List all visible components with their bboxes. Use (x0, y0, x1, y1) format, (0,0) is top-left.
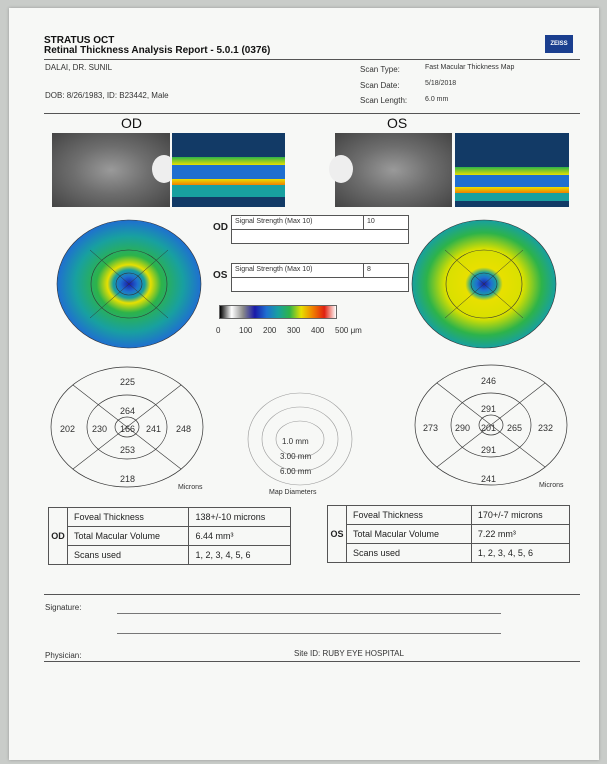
report-page (9, 8, 599, 760)
od-signal-value: 10 (367, 218, 375, 225)
od-fundus-image (52, 133, 170, 207)
od-inner-nasal: 241 (146, 424, 162, 434)
os-inner-temporal: 290 (455, 423, 471, 433)
diameter-6mm: 6.00 mm (280, 467, 312, 476)
od-outer-inferior: 218 (120, 474, 136, 484)
diameter-1mm: 1.0 mm (282, 437, 309, 446)
od-signal-label: Signal Strength (Max 10) (235, 218, 313, 225)
os-results-table (327, 505, 570, 563)
od-volume-label: Total Macular Volume (68, 527, 189, 546)
table-row (49, 527, 291, 546)
os-volume-value: 7.22 mm³ (471, 525, 569, 544)
od-foveal-value: 138+/-10 microns (189, 508, 291, 527)
os-fundus-image (335, 133, 452, 207)
od-thickness-map (54, 218, 204, 350)
os-microns-label: Microns (539, 482, 564, 489)
os-foveal-label: Foveal Thickness (347, 506, 472, 525)
diameter-3mm: 3.00 mm (280, 452, 312, 461)
os-scans-value: 1, 2, 3, 4, 5, 6 (471, 544, 569, 563)
os-inner-superior: 291 (481, 404, 497, 414)
od-scans-label: Scans used (68, 546, 189, 565)
table-row (328, 506, 570, 525)
os-outer-inferior: 241 (481, 474, 497, 484)
od-volume-value: 6.44 mm³ (189, 527, 291, 546)
scan-length-label: Scan Length: (360, 96, 408, 105)
od-bscan-image (172, 133, 285, 207)
table-row (49, 508, 291, 527)
signature-line (117, 613, 501, 614)
os-foveal-value: 170+/-7 microns (471, 506, 569, 525)
os-signal-value: 8 (367, 266, 371, 273)
scale-tick: 0 (216, 326, 221, 335)
os-heading: OS (387, 115, 408, 131)
scale-tick: 200 (263, 326, 277, 335)
scale-tick: 400 (311, 326, 325, 335)
header-divider (44, 59, 580, 60)
os-outer-temporal: 273 (423, 423, 439, 433)
thickness-color-scale (219, 305, 337, 319)
section-divider (44, 113, 580, 114)
scale-tick: 500 μm (335, 326, 362, 335)
color-scale-ticks (213, 326, 373, 336)
report-title-line2: Retinal Thickness Analysis Report - 5.0.1 (0376) (44, 45, 271, 56)
os-inner-nasal: 265 (507, 423, 523, 433)
site-id: Site ID: RUBY EYE HOSPITAL (294, 649, 404, 658)
os-signal-label: Signal Strength (Max 10) (235, 266, 313, 273)
scan-date-label: Scan Date: (360, 81, 400, 90)
os-signal-eye: OS (213, 270, 228, 281)
physician-label: Physician: (45, 651, 82, 660)
scan-length-value: 6.0 mm (425, 96, 449, 103)
od-scans-value: 1, 2, 3, 4, 5, 6 (189, 546, 291, 565)
od-signal-strength (213, 215, 409, 245)
scale-tick: 300 (287, 326, 301, 335)
od-inner-temporal: 230 (92, 424, 108, 434)
signature-label: Signature: (45, 603, 82, 612)
os-volume-label: Total Macular Volume (347, 525, 472, 544)
os-center: 201 (481, 423, 497, 433)
report-title-line1: STRATUS OCT (44, 35, 115, 46)
zeiss-logo: ZEISS (545, 35, 573, 53)
signature-line-2 (117, 633, 501, 634)
od-heading: OD (121, 115, 142, 131)
os-thickness-map (409, 218, 559, 350)
od-outer-temporal: 202 (60, 424, 76, 434)
patient-name: DALAI, DR. SUNIL (45, 63, 113, 72)
os-outer-nasal: 232 (538, 423, 554, 433)
od-signal-eye: OD (213, 222, 228, 233)
od-outer-superior: 225 (120, 377, 136, 387)
footer-divider (44, 594, 580, 595)
os-outer-superior: 246 (481, 376, 497, 386)
od-inner-inferior: 253 (120, 445, 136, 455)
od-results-eye: OD (49, 508, 68, 565)
os-signal-strength (213, 263, 409, 293)
os-inner-inferior: 291 (481, 445, 497, 455)
table-row (328, 544, 570, 563)
scan-type-label: Scan Type: (360, 65, 400, 74)
patient-dob-id: DOB: 8/26/1983, ID: B23442, Male (45, 91, 169, 100)
od-microns-label: Microns (178, 484, 203, 491)
scan-type-value: Fast Macular Thickness Map (425, 64, 515, 71)
od-outer-nasal: 248 (176, 424, 192, 434)
scan-date-value: 5/18/2018 (425, 80, 457, 87)
table-row (328, 525, 570, 544)
map-diameters-caption: Map Diameters (269, 489, 317, 496)
os-scans-label: Scans used (347, 544, 472, 563)
od-inner-superior: 264 (120, 406, 136, 416)
footer-bottom-divider (44, 661, 580, 662)
od-foveal-label: Foveal Thickness (68, 508, 189, 527)
table-row (49, 546, 291, 565)
scale-tick: 100 (239, 326, 253, 335)
os-bscan-image (455, 133, 569, 207)
od-results-table (48, 507, 291, 565)
os-results-eye: OS (328, 506, 347, 563)
od-center: 166 (120, 424, 136, 434)
